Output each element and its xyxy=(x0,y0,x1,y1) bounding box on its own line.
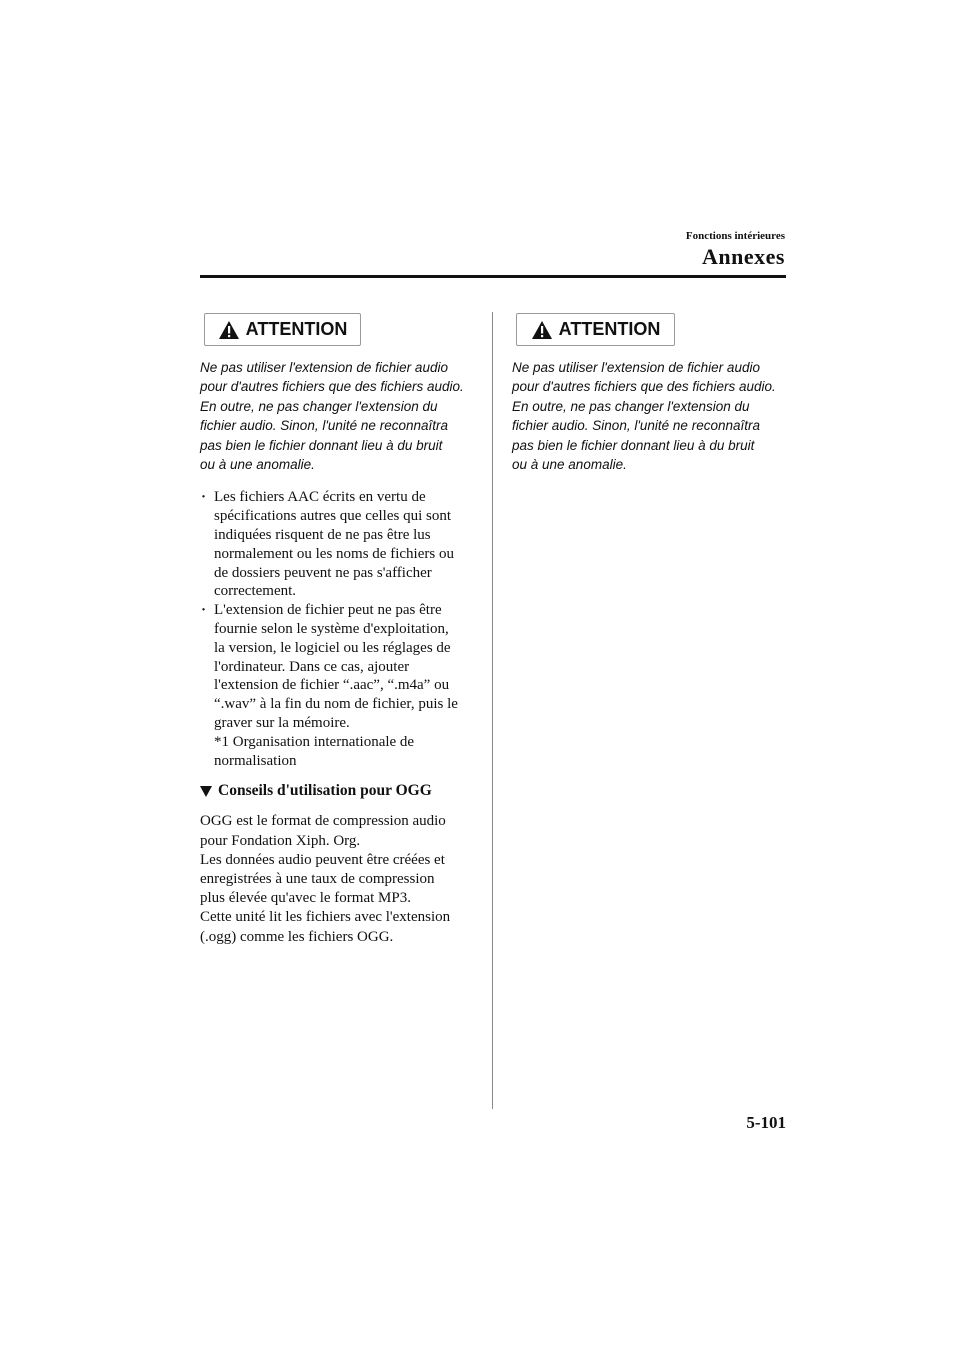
attention-line: pour d'autres fichiers que des fichiers audio. xyxy=(200,379,464,395)
attention-label: ATTENTION xyxy=(245,319,348,339)
bullet-line: normalement ou les noms de fichiers ou xyxy=(214,545,454,562)
attention-line: pour d'autres fichiers que des fichiers audio. xyxy=(512,379,776,395)
bullet-line: graver sur la mémoire. xyxy=(214,715,350,731)
bullet-list xyxy=(200,488,480,732)
bullet-line: spécifications autres que celles qui sont xyxy=(214,508,452,525)
footnote xyxy=(200,733,480,771)
header-section-label: Fonctions intérieures xyxy=(685,230,785,242)
header-rule xyxy=(200,275,786,278)
bullet-line: Les fichiers AAC écrits en vertu de xyxy=(214,489,426,506)
subheading-text: Conseils d'utilisation pour OGG xyxy=(218,782,432,800)
attention-line: pas bien le fichier donnant lieu à du bruit xyxy=(200,437,443,453)
body-line: (.ogg) comme les fichiers OGG. xyxy=(200,928,394,945)
body-line: pour Fondation Xiph. Org. xyxy=(200,832,361,849)
attention-box xyxy=(204,313,361,346)
attention-text xyxy=(200,358,480,474)
body-line: Cette unité lit les fichiers avec l'extension xyxy=(200,909,451,926)
attention-line: En outre, ne pas changer l'extension du xyxy=(512,398,750,414)
footnote-line: normalisation xyxy=(214,752,297,769)
attention-line: En outre, ne pas changer l'extension du xyxy=(200,398,438,414)
page-number: 5-101 xyxy=(746,1113,786,1132)
attention-line: ou à une anomalie. xyxy=(200,457,315,473)
attention-line: Ne pas utiliser l'extension de fichier audio xyxy=(200,360,448,375)
bullet-line: “.wav” à la fin du nom de fichier, puis le xyxy=(214,696,458,713)
footnote-line: *1 Organisation internationale de xyxy=(214,733,415,750)
list-item xyxy=(200,488,480,601)
bullet-line: de dossiers peuvent ne pas s'afficher xyxy=(214,564,432,581)
attention-box xyxy=(516,313,675,346)
right-column xyxy=(512,313,792,474)
attention-line: fichier audio. Sinon, l'unité ne reconnaîtra xyxy=(512,418,760,434)
attention-line: pas bien le fichier donnant lieu à du bruit xyxy=(512,437,755,453)
bullet-line: indiquées risquent de ne pas être lus xyxy=(214,527,431,544)
bullet-line: l'extension de fichier “.aac”, “.m4a” ou xyxy=(214,677,450,694)
bullet-line: correctement. xyxy=(214,583,297,600)
body-line: OGG est le format de compression audio xyxy=(200,813,446,830)
attention-label: ATTENTION xyxy=(558,319,661,339)
attention-line: fichier audio. Sinon, l'unité ne reconnaîtra xyxy=(200,418,448,434)
attention-line: Ne pas utiliser l'extension de fichier audio xyxy=(512,360,760,375)
bullet-line: fournie selon le système d'exploitation, xyxy=(214,621,449,638)
bullet-line: L'extension de fichier peut ne pas être xyxy=(214,602,442,619)
section-subheading xyxy=(200,782,480,800)
warning-icon xyxy=(218,320,240,340)
triangle-down-icon xyxy=(200,786,212,797)
left-column xyxy=(200,313,480,947)
body-text xyxy=(200,812,480,946)
bullet-marker: · xyxy=(201,602,207,619)
bullet-line: la version, le logiciel ou les réglages de xyxy=(214,639,451,656)
list-item xyxy=(200,601,480,733)
attention-text xyxy=(512,358,792,474)
warning-icon xyxy=(531,320,553,340)
bullet-line: l'ordinateur. Dans ce cas, ajouter xyxy=(214,658,410,675)
bullet-marker: · xyxy=(201,489,207,506)
body-line: plus élevée qu'avec le format MP3. xyxy=(200,890,411,907)
attention-line: ou à une anomalie. xyxy=(512,457,627,473)
column-divider xyxy=(492,312,493,1109)
header-title: Annexes xyxy=(702,244,785,269)
body-line: Les données audio peuvent être créées et xyxy=(200,851,445,868)
body-line: enregistrées à une taux de compression xyxy=(200,871,435,887)
